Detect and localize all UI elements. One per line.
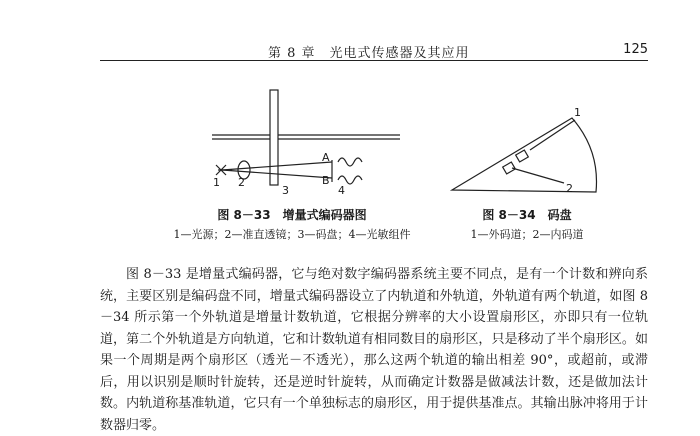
fig33-label-3: 3 [282,184,289,197]
incremental-encoder-diagram [212,90,400,185]
leader-line-2 [512,168,564,183]
page-number: 125 [623,42,648,57]
signal-wave-a [338,158,362,166]
fig34-label-1: 1 [574,106,581,119]
fig33-label-2: 2 [238,176,245,189]
leader-line-1 [530,120,575,150]
body-paragraph: 图 8－33 是增量式编码器，它与绝对数字编码器系统主要不同点，是有一个计数和辨向系统，主要区别是编码盘不同，增量式编码器设立了内轨道和外轨道，外轨道有两个轨道，如图 8－34 所示第一个外轨道是增量计数轨道，它根据分辨率的大小设置扇形区，亦即只有一位轨道，第二个外轨道是方向轨道，它和计数轨道有相同数目的扇形区，只是移动了半个扇形区。如果一个周期是两个扇形区（透光－不透光），那么这两个轨道的输出相差 90°，或超前，或滞后，用以识别是顺时针旋转，还是逆时针旋转，从而确定计数器是做减法计数，还是做加法计数。内轨道称基准轨道，它只有一个单独标志的扇形区，用于提供基准点。其输出脉冲将用于计数器归零。 [100,267,648,433]
fig33-label-b: B [322,174,330,187]
fig33-label-4: 4 [338,184,345,197]
disk-sector [452,118,597,192]
chapter-title: 第 8 章 光电式传感器及其应用 [268,46,470,61]
fig34-label-2: 2 [566,182,573,195]
figure-8-34-legend: 1—外码道；2—内码道 [470,228,584,241]
body-text [100,264,648,436]
fig33-label-1: 1 [213,176,220,189]
fig33-label-a: A [322,151,330,164]
figure-8-33-legend: 1—光源；2—准直透镜；3—码盘；4—光敏组件 [173,228,411,241]
figure-8-34-caption: 图 8－34 码盘 [482,208,572,222]
code-disk-diagram [452,118,597,192]
outer-track-window [516,150,529,162]
signal-wave-b [338,176,362,184]
code-disk [270,90,278,185]
figure-8-33-caption: 图 8－33 增量式编码器图 [217,208,367,222]
